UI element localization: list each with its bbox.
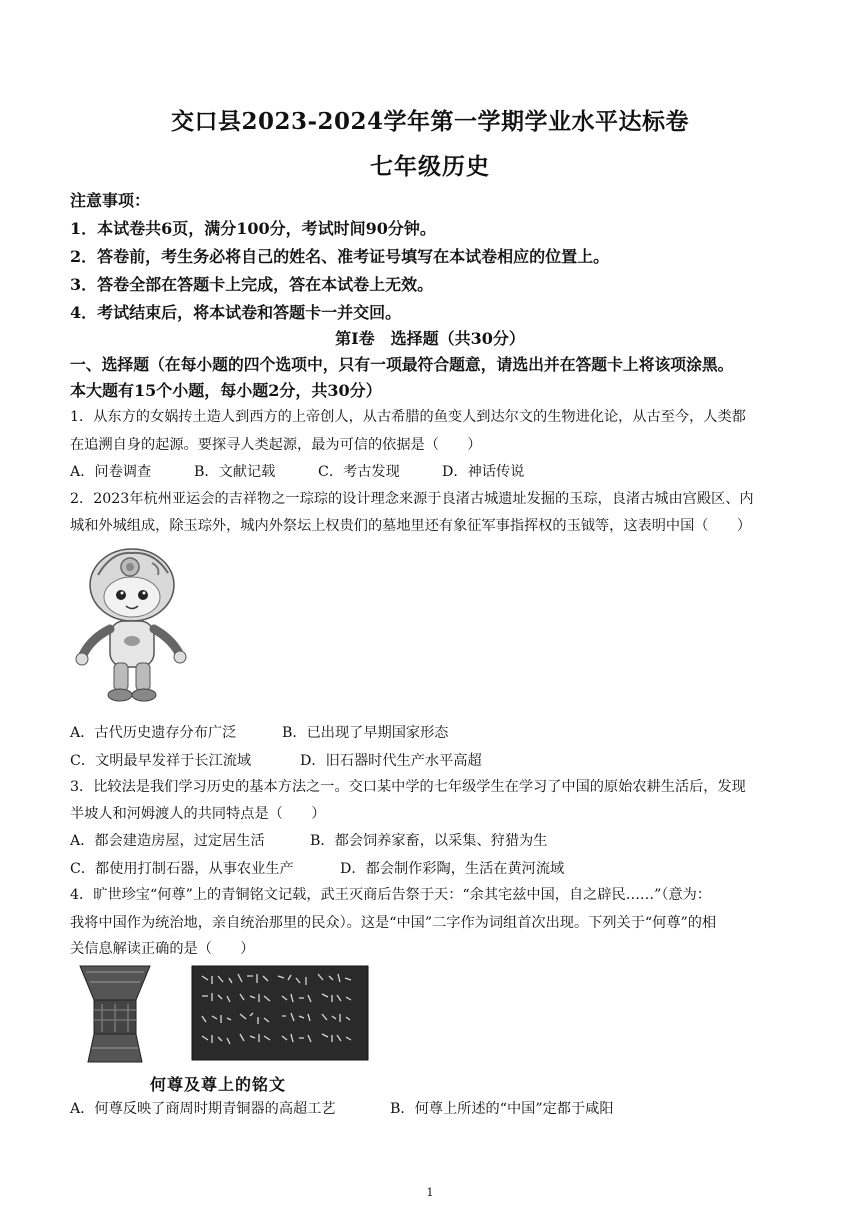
question-4-options <box>70 1098 795 1118</box>
option-a: A．都会建造房屋，过定居生活 <box>70 833 265 849</box>
question-4-text: 关信息解读正确的是（ ） <box>70 941 255 957</box>
he-zun-vessel-image <box>74 962 156 1066</box>
part1-title: 第Ⅰ卷 选择题（共30分） <box>335 329 525 348</box>
question-2-options <box>70 722 795 742</box>
note-item: 2．答卷前，考生务必将自己的姓名、准考证号填写在本试卷相应的位置上。 <box>70 247 610 266</box>
question-2-text: 2．2023年杭州亚运会的吉祥物之一琮琮的设计理念来源于良渚古城遗址发掘的玉琮，良渚古城由宫殿区、内 <box>70 491 754 507</box>
question-1-text: 在追溯自身的起源。要探寻人类起源，最为可信的依据是（ ） <box>70 437 482 453</box>
note-item: 3．答卷全部在答题卡上完成，答在本试卷上无效。 <box>70 275 434 294</box>
option-d: D．都会制作彩陶，生活在黄河流域 <box>340 861 565 877</box>
question-2-options <box>70 750 795 770</box>
question-3-text: 3．比较法是我们学习历史的基本方法之一。交口某中学的七年级学生在学习了中国的原始农耕生活后，发现 <box>70 779 746 795</box>
note-item: 1．本试卷共6页，满分100分，考试时间90分钟。 <box>70 219 436 238</box>
option-a: A．问卷调查 <box>70 464 152 480</box>
option-a: A．古代历史遗存分布广泛 <box>70 725 237 741</box>
mascot-congcong-image <box>72 545 190 705</box>
question-3-options <box>70 858 795 878</box>
question-4-text: 我将中国作为统治地，亲自统治那里的民众）。这是“中国”二字作为词组首次出现。下列关于“何尊”的相 <box>70 915 717 931</box>
exam-title: 交口县2023-2024学年第一学期学业水平达标卷 <box>170 108 690 135</box>
option-c: C．都使用打制石器，从事农业生产 <box>70 861 294 877</box>
part1-instruction: 一、选择题（在每小题的四个选项中，只有一项最符合题意，请选出并在答题卡上将该项涂黑。 <box>70 355 734 374</box>
option-b: B．文献记载 <box>194 464 276 480</box>
part1-instruction: 本大题有15个小题，每小题2分，共30分） <box>70 381 382 400</box>
option-a: A．何尊反映了商周时期青铜器的高超工艺 <box>70 1101 336 1117</box>
question-3-options <box>70 830 795 850</box>
question-3-text: 半坡人和河姆渡人的共同特点是（ ） <box>70 806 326 822</box>
option-d: D．神话传说 <box>442 464 525 480</box>
question-4-text: 4．旷世珍宝“何尊”上的青铜铭文记载，武王灭商后告祭于天：“余其宅兹中国，自之辟民……”（意为： <box>70 887 712 903</box>
option-c: C．考古发现 <box>318 464 400 480</box>
question-1-options <box>70 461 795 481</box>
option-c: C．文明最早发祥于长江流域 <box>70 753 252 769</box>
option-b: B．何尊上所述的“中国”定都于咸阳 <box>390 1101 614 1117</box>
option-b: B．已出现了早期国家形态 <box>282 725 449 741</box>
page-number: 1 <box>426 1186 434 1199</box>
exam-subtitle: 七年级历史 <box>370 153 490 180</box>
option-d: D．旧石器时代生产水平高超 <box>300 753 482 769</box>
notes-heading: 注意事项： <box>70 191 151 210</box>
figure-caption: 何尊及尊上的铭文 <box>150 1075 287 1094</box>
option-b: B．都会饲养家畜，以采集、狩猎为生 <box>310 833 548 849</box>
inscription-rubbing-image <box>190 962 370 1064</box>
note-item: 4．考试结束后，将本试卷和答题卡一并交回。 <box>70 303 402 322</box>
question-2-text: 城和外城组成，除玉琮外，城内外祭坛上权贵们的墓地里还有象征军事指挥权的玉钺等，这表明中国（ ） <box>70 518 752 534</box>
question-1-text: 1．从东方的女娲抟土造人到西方的上帝创人，从古希腊的鱼变人到达尔文的生物进化论，从古至今，人类都 <box>70 409 746 425</box>
